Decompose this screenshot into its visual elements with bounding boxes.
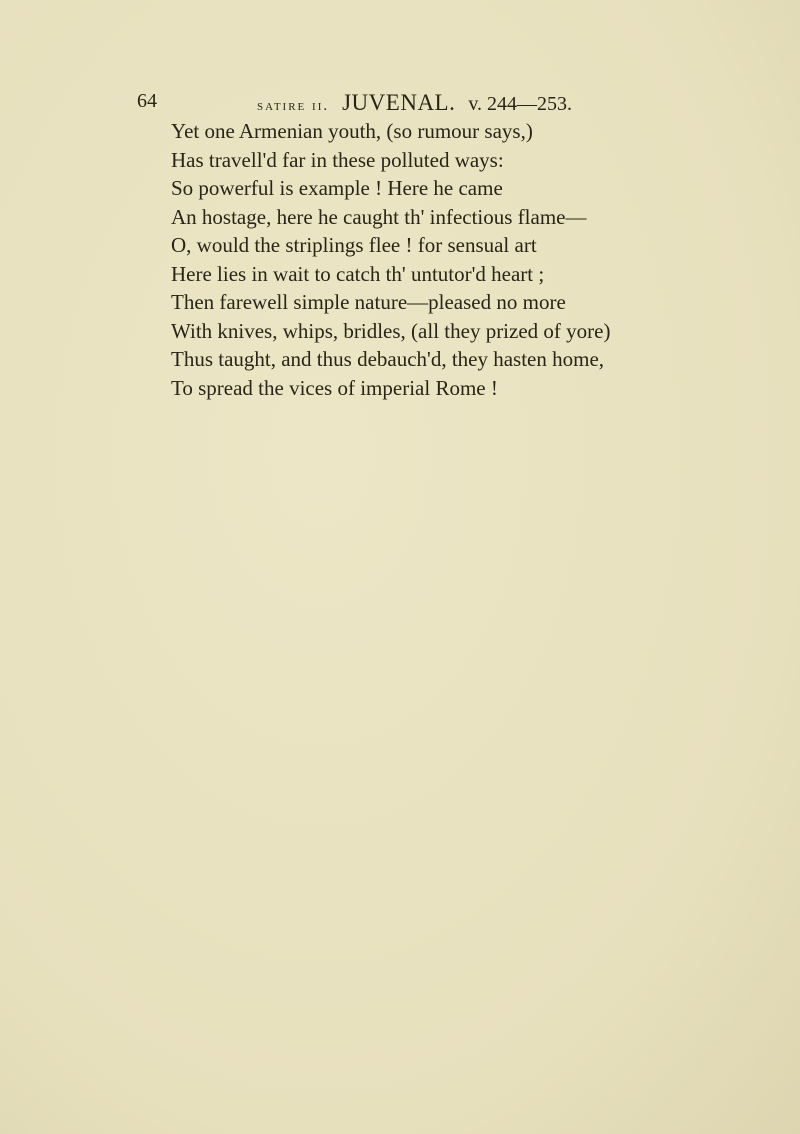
- verse-line: Then farewell simple nature—pleased no more: [171, 290, 566, 314]
- verse-line: Yet one Armenian youth, (so rumour says,): [171, 119, 533, 143]
- verse-line: To spread the vices of imperial Rome !: [171, 375, 498, 400]
- verse-line: So powerful is example ! Here he came: [171, 176, 503, 200]
- verse-line: Here lies in wait to catch th' untutor'd heart ;: [171, 261, 545, 286]
- verse-line: O, would the striplings flee ! for sensual art: [171, 233, 537, 257]
- page-number: 64: [137, 90, 157, 112]
- verse-range: v. 244—253.: [468, 93, 573, 115]
- running-header: [137, 90, 697, 120]
- author-name: JUVENAL.: [342, 90, 456, 115]
- verse-line: Has travell'd far in these polluted ways:: [171, 147, 504, 172]
- running-title: [257, 90, 572, 116]
- verse-text: [171, 117, 791, 402]
- satire-label: satire ii.: [257, 98, 330, 114]
- verse-line: Thus taught, and thus debauch'd, they hasten home,: [171, 347, 605, 371]
- verse-line: With knives, whips, bridles, (all they prized of yore): [171, 318, 611, 343]
- verse-line: An hostage, here he caught th' infectious flame—: [171, 204, 587, 229]
